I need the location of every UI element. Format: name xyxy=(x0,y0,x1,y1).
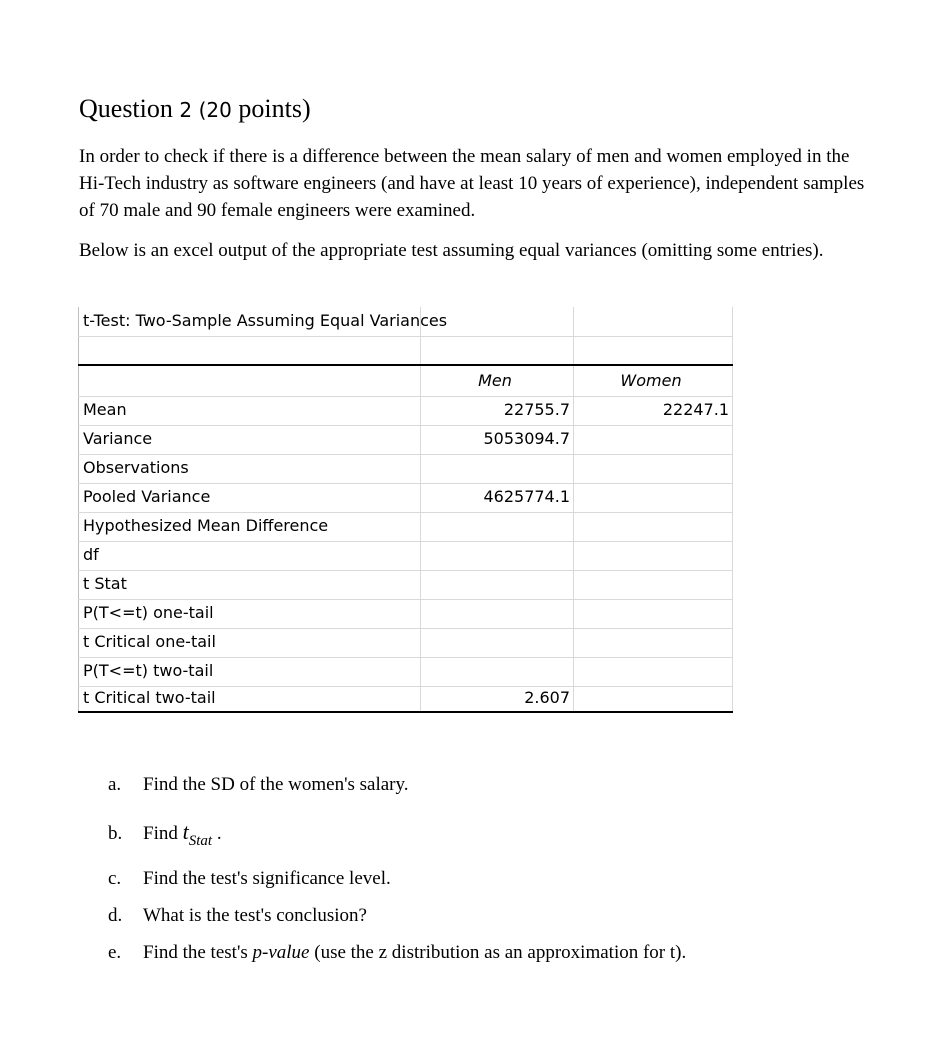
question-d: d. What is the test's conclusion? xyxy=(108,903,367,929)
men-value xyxy=(420,599,570,627)
question-title: Question 2 (20 points) xyxy=(79,94,311,123)
men-value: 22755.7 xyxy=(503,400,570,419)
question-number: 2 xyxy=(179,98,193,122)
row-label: t Critical two-tail xyxy=(83,688,216,707)
table-row xyxy=(78,599,733,629)
question-label: e. xyxy=(108,942,122,963)
row-label: P(T<=t) one-tail xyxy=(83,603,214,622)
table-header-row xyxy=(78,367,733,397)
table-row xyxy=(78,454,733,484)
row-label: df xyxy=(83,545,99,564)
excel-output-table xyxy=(78,307,733,713)
table-row xyxy=(78,512,733,542)
women-value: 22247.1 xyxy=(662,400,729,419)
table-title: t-Test: Two-Sample Assuming Equal Variances xyxy=(83,311,448,330)
column-header-men: Men xyxy=(478,371,512,390)
table-header-rule xyxy=(78,364,733,366)
men-value: 5053094.7 xyxy=(483,429,570,448)
table-row xyxy=(78,396,733,426)
row-label: t Stat xyxy=(83,574,127,593)
women-value xyxy=(573,454,729,482)
row-label: Hypothesized Mean Difference xyxy=(83,516,329,535)
table-row xyxy=(78,657,733,687)
question-label: d. xyxy=(108,905,123,926)
row-label: Variance xyxy=(83,429,153,448)
question-intro-paragraph: In order to check if there is a difference between the mean salary of men and women employed in the Hi-Tech industry as software engineers (and have at least 10 years of experience), independent samples of 70 male and 90 female engineers were examined. xyxy=(79,146,865,221)
question-c: c. Find the test's significance level. xyxy=(108,866,391,892)
table-title-row xyxy=(78,307,733,337)
men-value xyxy=(420,541,570,569)
question-label: b. xyxy=(108,823,123,844)
women-value xyxy=(573,684,729,712)
row-label: t Critical one-tail xyxy=(83,632,216,651)
question-points: (20 xyxy=(198,98,232,122)
row-label: Mean xyxy=(83,400,127,419)
women-value xyxy=(573,570,729,598)
question-e: e. Find the test's p-value (use the z distribution as an approximation for t). xyxy=(108,940,686,966)
t-subscript: Stat xyxy=(188,833,213,849)
question-excel-note: Below is an excel output of the appropriate test assuming equal variances (omitting some entries). xyxy=(79,240,824,261)
row-label: Observations xyxy=(83,458,189,477)
row-label: P(T<=t) two-tail xyxy=(83,661,214,680)
women-value xyxy=(573,599,729,627)
table-row xyxy=(78,570,733,600)
table-row xyxy=(78,684,733,713)
p-value-term: p-value xyxy=(252,942,310,963)
t-variable: t xyxy=(182,819,189,844)
table-row xyxy=(78,425,733,455)
table-row xyxy=(78,628,733,658)
column-header-women: Women xyxy=(620,371,682,390)
women-value xyxy=(573,512,729,540)
table-row xyxy=(78,483,733,513)
women-value xyxy=(573,483,729,511)
men-value: 4625774.1 xyxy=(483,487,570,506)
men-value: 2.607 xyxy=(524,688,570,707)
men-value xyxy=(420,657,570,685)
men-value xyxy=(420,628,570,656)
men-value xyxy=(420,454,570,482)
question-label: a. xyxy=(108,774,122,795)
table-bottom-rule xyxy=(78,711,733,713)
men-value xyxy=(420,512,570,540)
women-value xyxy=(573,628,729,656)
question-label: c. xyxy=(108,868,122,889)
women-value xyxy=(573,425,729,453)
men-value xyxy=(420,570,570,598)
row-label: Pooled Variance xyxy=(83,487,211,506)
question-a: a. Find the SD of the women's salary. xyxy=(108,772,409,798)
table-row xyxy=(78,541,733,571)
table-empty-row xyxy=(78,336,733,365)
women-value xyxy=(573,657,729,685)
women-value xyxy=(573,541,729,569)
question-b: b. Find $t_{Stat}$ . xyxy=(108,819,222,849)
